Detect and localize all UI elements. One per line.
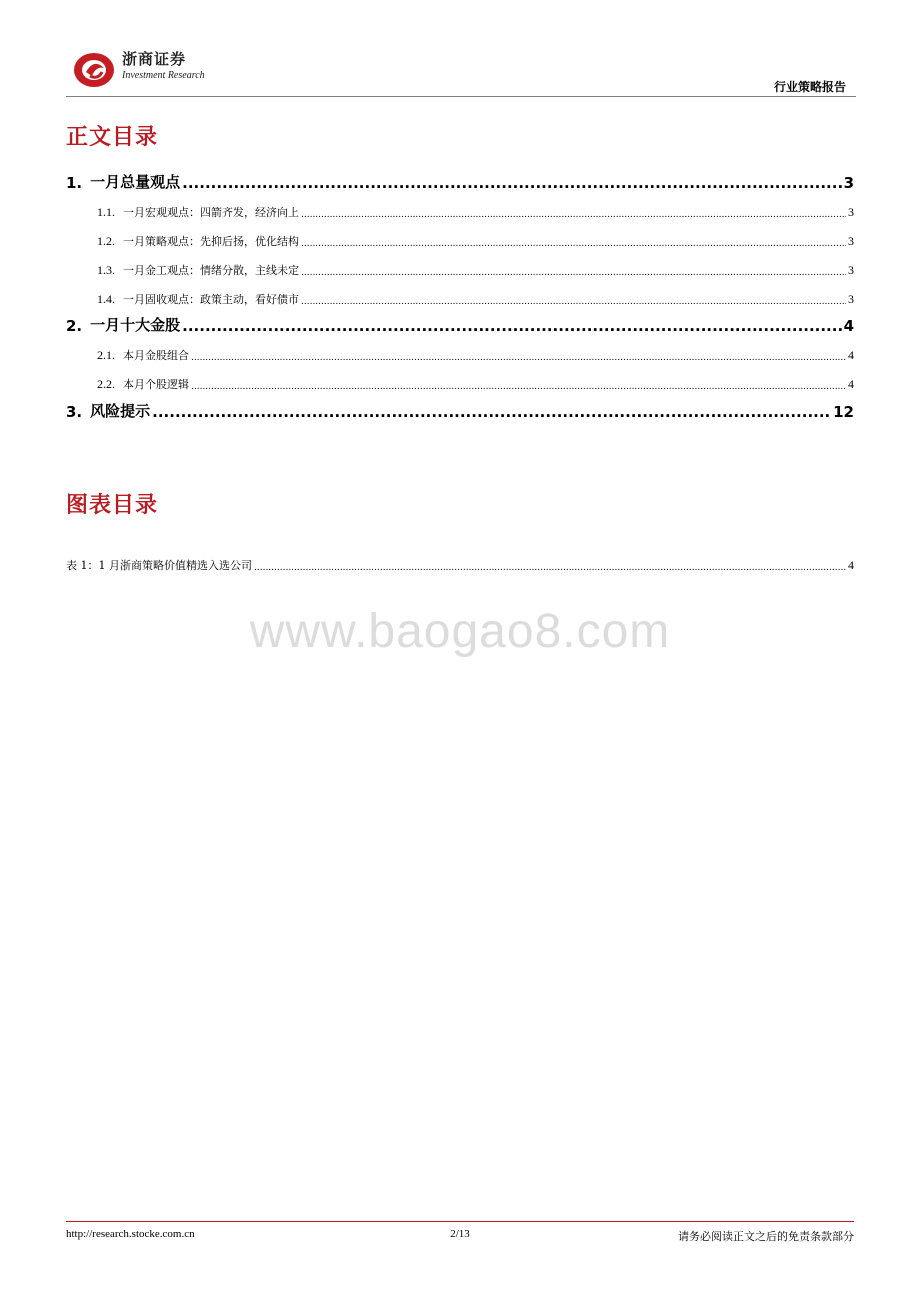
- toc-entry-2-2[interactable]: [97, 374, 854, 392]
- toc-entry-page: 12: [833, 403, 854, 421]
- figure-entry-page: 4: [848, 558, 854, 572]
- toc-entry-3[interactable]: [66, 401, 854, 421]
- toc-dot-leader: [182, 317, 841, 335]
- toc-entry-label: 一月宏观观点：四箭齐发，经济向上: [123, 206, 299, 219]
- toc-entry-1-4[interactable]: [97, 289, 854, 307]
- page-header: [66, 40, 856, 97]
- toc-entry-label: 一月总量观点: [90, 173, 181, 191]
- toc-entry-number: 2.2.: [97, 377, 115, 391]
- toc-entry-page: 4: [843, 317, 854, 335]
- footer-page-number: 2/13: [450, 1228, 470, 1240]
- toc-dot-leader: [254, 563, 846, 573]
- toc-entry-page: 3: [848, 292, 854, 306]
- footer-divider: [66, 1221, 854, 1222]
- zheshang-logo-icon: [72, 46, 116, 90]
- figure-entry-label: 表 1：1 月浙商策略价值精选入选公司: [66, 559, 252, 572]
- figures-title: 图表目录: [66, 493, 159, 518]
- toc-entry-number: 1.2.: [97, 234, 115, 248]
- toc-entry-1-2[interactable]: [97, 231, 854, 249]
- toc-entry-number: 2.: [66, 317, 83, 335]
- toc-dot-leader: [301, 239, 846, 249]
- toc-entry-number: 1.: [66, 174, 83, 192]
- figure-entry-1[interactable]: [66, 555, 854, 573]
- brand-name: 浙商证券: [122, 50, 187, 68]
- watermark: www.baogao8.com: [249, 605, 671, 658]
- toc-entry-label: 风险提示: [90, 402, 151, 420]
- toc-entry-2[interactable]: [66, 315, 854, 335]
- toc-entry-label: 一月金工观点：情绪分散，主线未定: [123, 264, 299, 277]
- toc-entry-number: 1.3.: [97, 263, 115, 277]
- toc-entry-page: 3: [848, 263, 854, 277]
- toc-entry-1-1[interactable]: [97, 202, 854, 220]
- toc-entry-number: 3.: [66, 403, 83, 421]
- toc-dot-leader: [301, 268, 846, 278]
- toc-entry-page: 3: [843, 174, 854, 192]
- toc-dot-leader: [152, 403, 831, 421]
- toc-entry-label: 一月策略观点：先抑后扬，优化结构: [123, 235, 299, 248]
- toc-entry-2-1[interactable]: [97, 345, 854, 363]
- toc-dot-leader: [191, 353, 846, 363]
- toc-entry-label: 一月十大金股: [90, 316, 181, 334]
- toc-entry-page: 3: [848, 234, 854, 248]
- toc-dot-leader: [301, 210, 846, 220]
- toc-entry-1[interactable]: [66, 172, 854, 192]
- toc-entry-page: 4: [848, 377, 854, 391]
- toc-entry-number: 1.1.: [97, 205, 115, 219]
- toc-dot-leader: [301, 297, 846, 307]
- toc-entry-number: 2.1.: [97, 348, 115, 362]
- toc-entry-label: 一月固收观点：政策主动，看好债市: [123, 293, 299, 306]
- toc-title: 正文目录: [66, 125, 159, 150]
- toc-entry-page: 4: [848, 348, 854, 362]
- toc-entry-label: 本月个股逻辑: [123, 378, 189, 391]
- toc-dot-leader: [182, 174, 841, 192]
- toc-entry-label: 本月金股组合: [123, 349, 189, 362]
- toc-entry-number: 1.4.: [97, 292, 115, 306]
- toc-entry-1-3[interactable]: [97, 260, 854, 278]
- brand-subtitle: Investment Research: [122, 70, 205, 81]
- footer-url[interactable]: http://research.stocke.com.cn: [66, 1228, 195, 1240]
- footer-disclaimer: 请务必阅读正文之后的免责条款部分: [678, 1230, 854, 1243]
- toc-dot-leader: [191, 382, 846, 392]
- toc-entry-page: 3: [848, 205, 854, 219]
- report-type: 行业策略报告: [773, 80, 846, 94]
